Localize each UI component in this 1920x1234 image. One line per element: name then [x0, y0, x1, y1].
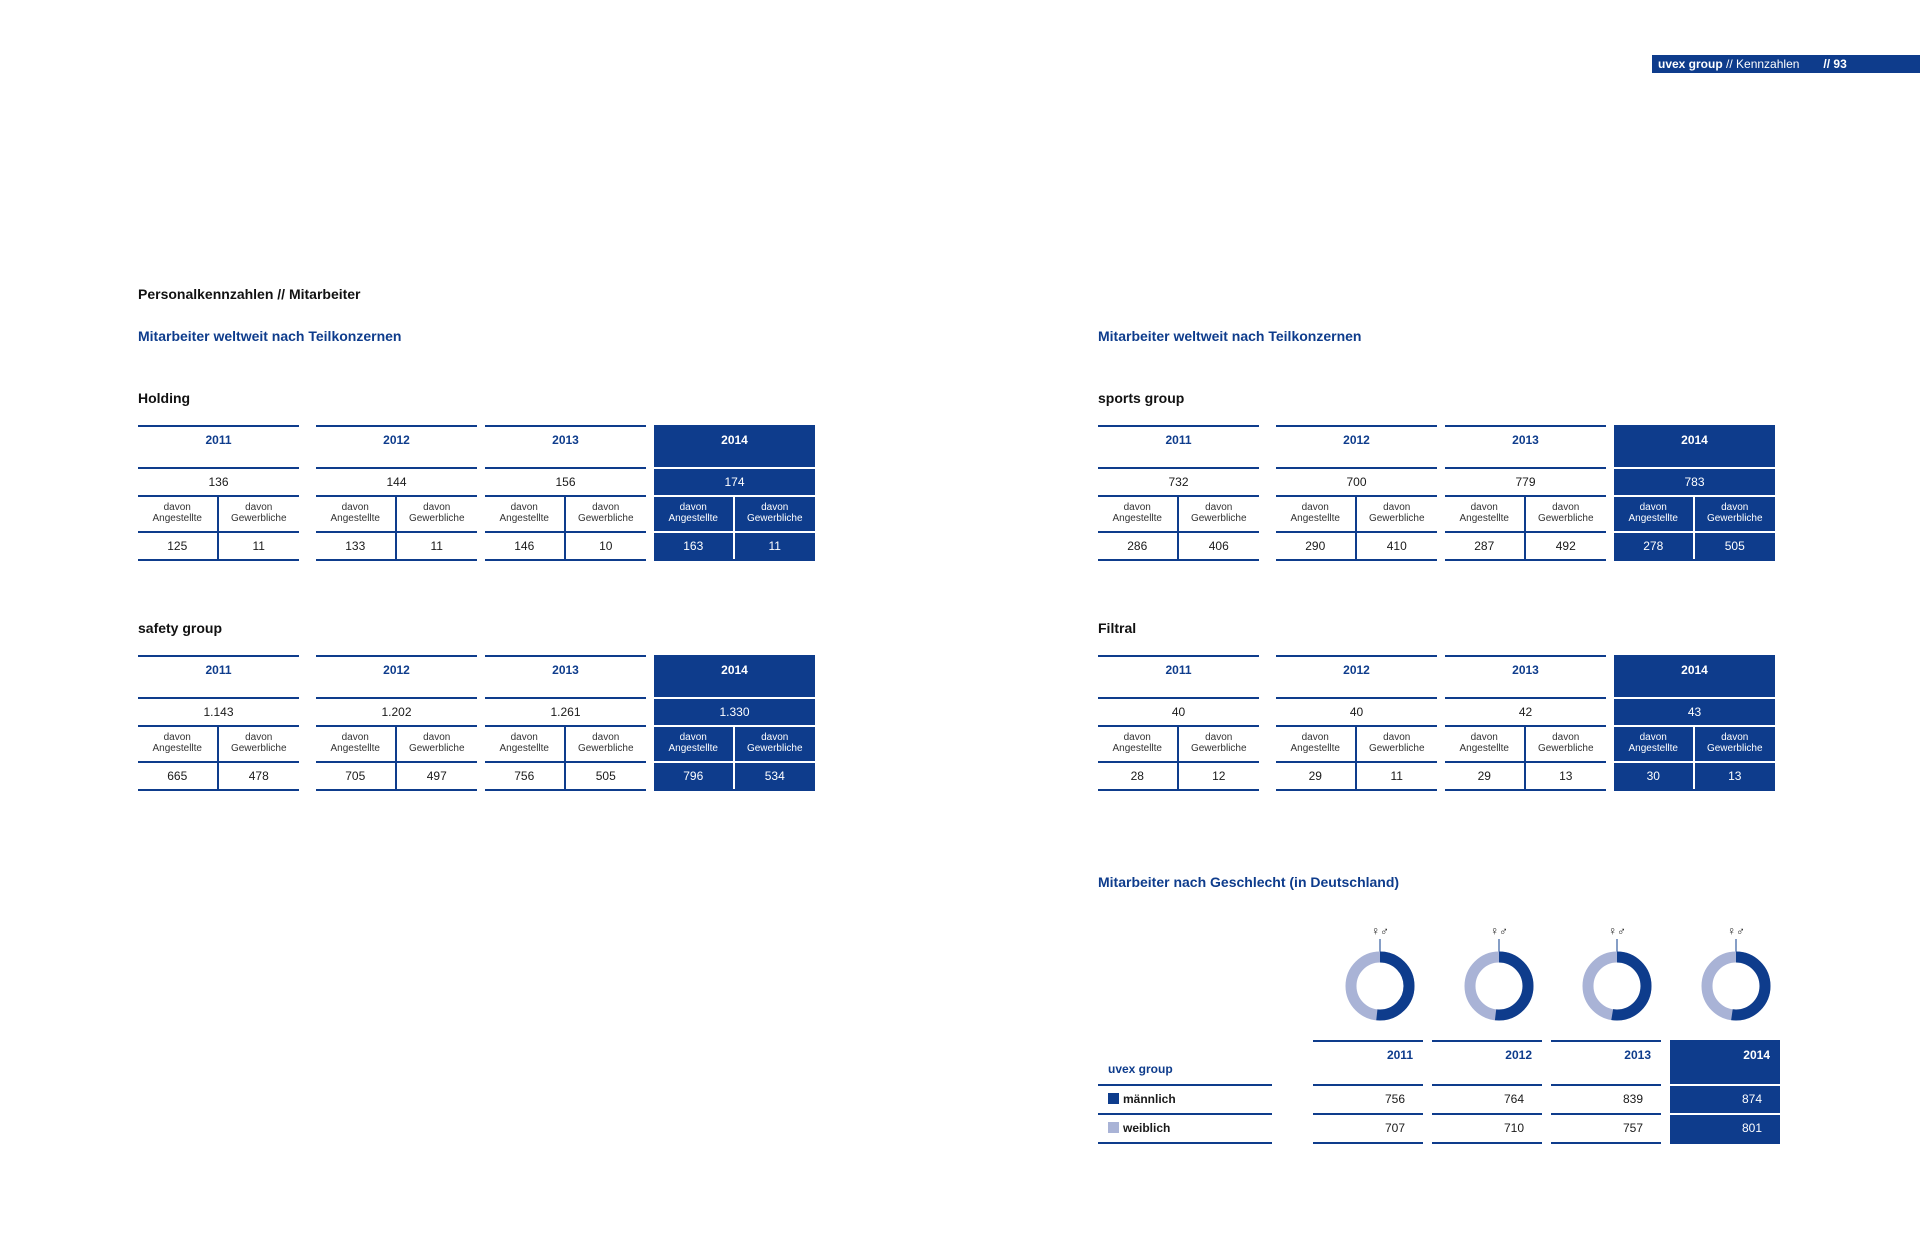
year-header: 2014	[1614, 425, 1775, 467]
donut-svg	[1577, 924, 1657, 1024]
angestellte-value: 756	[485, 763, 566, 789]
angestellte-label: davon Angestellte	[316, 497, 397, 531]
gender-year-column	[1670, 1040, 1780, 1144]
gender-year-header: 2013	[1551, 1040, 1661, 1086]
year-column	[1098, 425, 1259, 565]
gender-symbol-icon: ♀♂	[1371, 924, 1389, 938]
year-column	[316, 655, 477, 795]
year-total: 40	[1098, 697, 1259, 725]
angestellte-value: 286	[1098, 533, 1179, 559]
gender-year-header: 2014	[1670, 1040, 1780, 1086]
year-total: 43	[1614, 697, 1775, 725]
angestellte-label: davon Angestellte	[1276, 727, 1357, 761]
angestellte-value: 28	[1098, 763, 1179, 789]
gender-year-header: 2011	[1313, 1040, 1423, 1086]
year-column	[1614, 655, 1775, 795]
angestellte-value: 796	[654, 763, 735, 789]
gewerbliche-value: 13	[1559, 769, 1573, 783]
sub-values	[1098, 761, 1259, 791]
female-row-label	[1098, 1115, 1272, 1144]
gewerbliche-value: 11	[768, 539, 781, 553]
sub-labels	[1614, 725, 1775, 761]
gender-donut	[1577, 924, 1657, 1024]
gender-chart-title: Mitarbeiter nach Geschlecht (in Deutschland)	[1098, 874, 1400, 890]
sub-values	[654, 531, 815, 561]
female-value: 801	[1670, 1115, 1780, 1144]
gewerbliche-label: davon Gewerbliche	[746, 732, 803, 754]
angestellte-label: davon Angestellte	[1445, 497, 1526, 531]
sub-labels	[316, 725, 477, 761]
sub-values	[138, 531, 299, 561]
angestellte-value: 665	[138, 763, 219, 789]
male-legend-swatch	[1108, 1093, 1119, 1104]
angestellte-value: 163	[654, 533, 735, 559]
year-column	[1098, 655, 1259, 795]
row-group-label: uvex group	[1108, 1062, 1173, 1076]
gewerbliche-value: 406	[1208, 539, 1229, 553]
angestellte-value: 29	[1445, 763, 1526, 789]
gewerbliche-value: 11	[430, 539, 443, 553]
gewerbliche-value: 11	[252, 539, 265, 553]
donut-svg	[1696, 924, 1776, 1024]
angestellte-label: davon Angestellte	[1445, 727, 1526, 761]
gewerbliche-value: 478	[248, 769, 269, 783]
male-label: männlich	[1123, 1092, 1176, 1106]
gewerbliche-label: davon Gewerbliche	[408, 732, 465, 754]
sub-labels	[1614, 495, 1775, 531]
year-total: 732	[1098, 467, 1259, 495]
year-total: 144	[316, 467, 477, 495]
year-header: 2011	[138, 425, 299, 467]
male-value: 839	[1551, 1086, 1661, 1115]
gewerbliche-label: davon Gewerbliche	[1537, 732, 1594, 754]
sub-labels	[485, 725, 646, 761]
header-brand: uvex group	[1658, 57, 1723, 71]
gewerbliche-label: davon Gewerbliche	[1706, 732, 1763, 754]
sub-values	[316, 761, 477, 791]
year-total: 783	[1614, 467, 1775, 495]
angestellte-label: davon Angestellte	[1098, 727, 1179, 761]
year-column	[1445, 425, 1606, 565]
right-section-title: Mitarbeiter weltweit nach Teilkonzernen	[1098, 328, 1362, 344]
year-header: 2014	[654, 655, 815, 697]
male-value: 874	[1670, 1086, 1780, 1115]
year-column	[1276, 655, 1437, 795]
year-total: 1.143	[138, 697, 299, 725]
year-total: 174	[654, 467, 815, 495]
sub-values	[1445, 531, 1606, 561]
year-header: 2013	[1445, 425, 1606, 467]
angestellte-value: 287	[1445, 533, 1526, 559]
gender-year-column	[1432, 1040, 1542, 1144]
gewerbliche-label: davon Gewerbliche	[1190, 502, 1247, 524]
gender-symbol-icon: ♀♂	[1608, 924, 1626, 938]
angestellte-label: davon Angestellte	[654, 727, 735, 761]
gender-donut	[1340, 924, 1420, 1024]
gewerbliche-label: davon Gewerbliche	[746, 502, 803, 524]
gender-year-column	[1551, 1040, 1661, 1144]
gender-donut	[1459, 924, 1539, 1024]
year-total: 136	[138, 467, 299, 495]
sub-labels	[1098, 725, 1259, 761]
gewerbliche-label: davon Gewerbliche	[577, 502, 634, 524]
donut-svg	[1459, 924, 1539, 1024]
year-column	[485, 655, 646, 795]
sub-values	[1276, 531, 1437, 561]
gewerbliche-value: 10	[599, 539, 613, 553]
sub-labels	[138, 495, 299, 531]
header-separator: //	[1722, 57, 1737, 71]
gender-symbol-icon: ♀♂	[1490, 924, 1508, 938]
gewerbliche-label: davon Gewerbliche	[577, 732, 634, 754]
gewerbliche-value: 11	[1390, 769, 1403, 783]
sub-labels	[1445, 495, 1606, 531]
year-column	[138, 655, 299, 795]
year-header: 2014	[1614, 655, 1775, 697]
gender-table-group-label	[1098, 1040, 1272, 1086]
gewerbliche-value: 13	[1728, 769, 1742, 783]
angestellte-label: davon Angestellte	[654, 497, 735, 531]
gewerbliche-label: davon Gewerbliche	[230, 502, 287, 524]
year-total: 156	[485, 467, 646, 495]
gewerbliche-value: 505	[595, 769, 616, 783]
sub-values	[485, 531, 646, 561]
year-total: 1.330	[654, 697, 815, 725]
gewerbliche-label: davon Gewerbliche	[1368, 732, 1425, 754]
angestellte-value: 705	[316, 763, 397, 789]
group-year-table	[1098, 425, 1778, 565]
group-title: sports group	[1098, 390, 1185, 406]
year-header: 2013	[485, 425, 646, 467]
page-title: Personalkennzahlen // Mitarbeiter	[138, 286, 361, 302]
female-label: weiblich	[1123, 1121, 1171, 1135]
gender-donut	[1696, 924, 1776, 1024]
gender-year-column	[1313, 1040, 1423, 1144]
group-title: safety group	[138, 620, 223, 636]
gewerbliche-label: davon Gewerbliche	[408, 502, 465, 524]
year-total: 779	[1445, 467, 1606, 495]
sub-labels	[485, 495, 646, 531]
year-header: 2011	[1098, 425, 1259, 467]
angestellte-value: 30	[1614, 763, 1695, 789]
angestellte-value: 290	[1276, 533, 1357, 559]
sub-values	[1614, 531, 1775, 561]
sub-labels	[1445, 725, 1606, 761]
angestellte-label: davon Angestellte	[485, 497, 566, 531]
angestellte-label: davon Angestellte	[485, 727, 566, 761]
sub-labels	[654, 495, 815, 531]
year-column	[138, 425, 299, 565]
angestellte-label: davon Angestellte	[1614, 727, 1695, 761]
year-column	[654, 425, 815, 565]
sub-labels	[316, 495, 477, 531]
sub-labels	[654, 725, 815, 761]
gewerbliche-value: 534	[764, 769, 785, 783]
gender-symbol-icon: ♀♂	[1727, 924, 1745, 938]
year-total: 40	[1276, 697, 1437, 725]
year-header: 2013	[1445, 655, 1606, 697]
female-legend-swatch	[1108, 1122, 1119, 1133]
sub-values	[1614, 761, 1775, 791]
group-title: Filtral	[1098, 620, 1137, 636]
sub-labels	[1098, 495, 1259, 531]
year-total: 700	[1276, 467, 1437, 495]
gewerbliche-label: davon Gewerbliche	[1190, 732, 1247, 754]
male-row-label	[1098, 1086, 1272, 1115]
left-section-title: Mitarbeiter weltweit nach Teilkonzernen	[138, 328, 402, 344]
year-header: 2012	[1276, 425, 1437, 467]
sub-labels	[1276, 495, 1437, 531]
sub-labels	[138, 725, 299, 761]
year-header: 2011	[138, 655, 299, 697]
year-header: 2014	[654, 425, 815, 467]
gewerbliche-value: 410	[1386, 539, 1407, 553]
female-value: 710	[1432, 1115, 1542, 1144]
angestellte-label: davon Angestellte	[316, 727, 397, 761]
year-total: 42	[1445, 697, 1606, 725]
female-value: 757	[1551, 1115, 1661, 1144]
gewerbliche-label: davon Gewerbliche	[1368, 502, 1425, 524]
year-column	[1276, 425, 1437, 565]
gewerbliche-label: davon Gewerbliche	[1537, 502, 1594, 524]
gewerbliche-value: 492	[1555, 539, 1576, 553]
angestellte-value: 29	[1276, 763, 1357, 789]
gewerbliche-label: davon Gewerbliche	[230, 732, 287, 754]
page-header-bar	[1652, 55, 1920, 73]
year-total: 1.261	[485, 697, 646, 725]
year-header: 2013	[485, 655, 646, 697]
angestellte-value: 133	[316, 533, 397, 559]
angestellte-label: davon Angestellte	[138, 727, 219, 761]
gewerbliche-value: 505	[1724, 539, 1745, 553]
donut-svg	[1340, 924, 1420, 1024]
year-column	[1445, 655, 1606, 795]
sub-values	[1098, 531, 1259, 561]
year-header: 2012	[1276, 655, 1437, 697]
group-year-table	[1098, 655, 1778, 795]
female-value: 707	[1313, 1115, 1423, 1144]
male-value: 764	[1432, 1086, 1542, 1115]
year-column	[1614, 425, 1775, 565]
group-year-table	[138, 655, 818, 795]
year-column	[316, 425, 477, 565]
sub-values	[654, 761, 815, 791]
year-column	[485, 425, 646, 565]
angestellte-value: 125	[138, 533, 219, 559]
sub-values	[1276, 761, 1437, 791]
sub-values	[316, 531, 477, 561]
angestellte-value: 278	[1614, 533, 1695, 559]
header-section: Kennzahlen	[1736, 57, 1800, 71]
male-value: 756	[1313, 1086, 1423, 1115]
year-total: 1.202	[316, 697, 477, 725]
angestellte-value: 146	[485, 533, 566, 559]
angestellte-label: davon Angestellte	[1614, 497, 1695, 531]
sub-values	[1445, 761, 1606, 791]
group-title: Holding	[138, 390, 191, 406]
gewerbliche-value: 497	[426, 769, 447, 783]
year-header: 2011	[1098, 655, 1259, 697]
year-header: 2012	[316, 425, 477, 467]
angestellte-label: davon Angestellte	[1276, 497, 1357, 531]
sub-values	[485, 761, 646, 791]
sub-labels	[1276, 725, 1437, 761]
gender-year-header: 2012	[1432, 1040, 1542, 1086]
year-column	[654, 655, 815, 795]
page-number: // 93	[1823, 57, 1847, 71]
gewerbliche-value: 12	[1212, 769, 1226, 783]
group-year-table	[138, 425, 818, 565]
gewerbliche-label: davon Gewerbliche	[1706, 502, 1763, 524]
year-header: 2012	[316, 655, 477, 697]
angestellte-label: davon Angestellte	[138, 497, 219, 531]
angestellte-label: davon Angestellte	[1098, 497, 1179, 531]
sub-values	[138, 761, 299, 791]
